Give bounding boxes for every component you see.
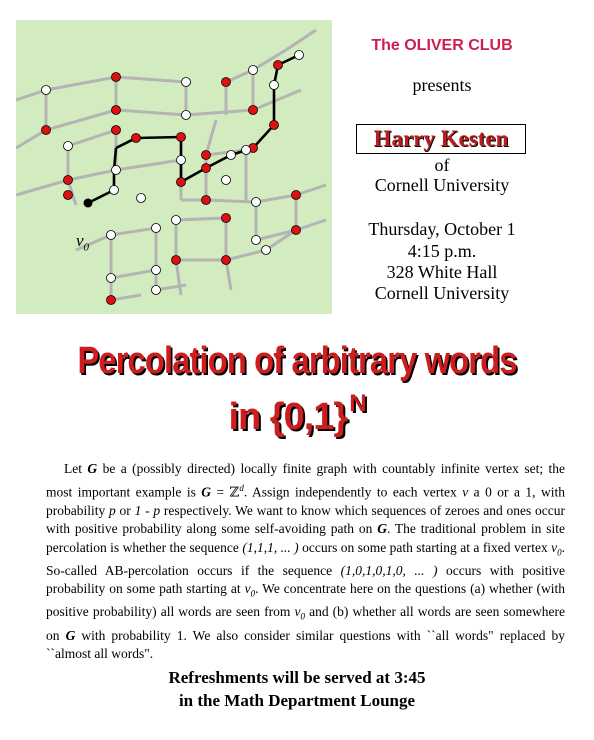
open-site-dot — [152, 266, 161, 275]
closed-site-dot — [132, 134, 141, 143]
lattice-edge — [16, 130, 46, 148]
open-site-dot — [152, 224, 161, 233]
open-site-dot — [182, 78, 191, 87]
lattice-graph — [16, 20, 332, 314]
refreshments-notice — [0, 666, 594, 712]
lattice-edge — [46, 110, 116, 130]
open-site-dot — [182, 111, 191, 120]
presents-text: presents — [412, 75, 472, 95]
open-site-dot — [107, 274, 116, 283]
lattice-edge — [111, 228, 156, 235]
open-site-dot — [222, 176, 231, 185]
closed-site-dot — [249, 106, 258, 115]
club-name: The OLIVER CLUB — [371, 37, 513, 54]
lattice-edge — [111, 270, 156, 278]
open-site-dot — [252, 198, 261, 207]
lattice-edge — [46, 77, 116, 90]
speaker-box — [356, 124, 526, 154]
lattice-edge — [16, 180, 68, 195]
closed-site-dot — [270, 121, 279, 130]
closed-site-dot — [202, 151, 211, 160]
closed-site-dot — [292, 191, 301, 200]
lattice-edge — [176, 218, 226, 220]
talk-title-line2: in $\{0,1\}^N$ — [228, 390, 366, 438]
lattice-edge — [186, 110, 253, 115]
lattice-edge — [206, 200, 256, 202]
lattice-figure — [16, 20, 332, 314]
closed-site-dot — [202, 196, 211, 205]
closed-site-dot — [172, 256, 181, 265]
lattice-edge — [206, 120, 216, 155]
closed-site-dot — [177, 178, 186, 187]
lattice-edge — [116, 160, 181, 170]
open-site-dot — [152, 286, 161, 295]
closed-site-dot — [222, 78, 231, 87]
talk-room: 328 White Hall — [386, 262, 498, 282]
lattice-edge — [256, 195, 296, 202]
closed-site-dot — [112, 73, 121, 82]
vertex-label-v0: $v_0$ — [76, 231, 90, 254]
closed-site-dot — [274, 61, 283, 70]
lattice-edge — [253, 90, 301, 110]
open-site-dot — [242, 146, 251, 155]
lattice-edge — [286, 30, 316, 50]
open-site-dot — [177, 156, 186, 165]
open-site-dot — [64, 142, 73, 151]
open-path-edge — [136, 137, 181, 138]
refreshments-line1: Refreshments will be served at 3:45 — [168, 668, 426, 687]
closed-site-dot — [222, 214, 231, 223]
lattice-edge — [176, 260, 181, 295]
abstract: Let G be a (possibly directed) locally finite graph with countably infinite vertex set; the most important example is G = ℤ$^d$. Assign independently to each vertex v a 0 or a 1, with probability p or 1 - p respectively. We want to know which sequences of zeroes and ones occur with positive probability along some self-avoiding path on G. The traditional problem in site percolation is whether the sequence (1,1,1, ... ) occurs on some path starting at a fixed vertex $v_0$. So-called AB-percolation occurs if the sequence (1,0,1,0,1,0, ... ) occurs with positive probability on some path starting at $v_0$. We concentrate here on the questions (a) whether (with positive probability) all words are seen from $v_0$ and (b) whether all words are seen somewhere on G with probability 1. We also consider similar questions with ``all words" replaced by ``almost all words". — [46, 461, 566, 662]
closed-site-dot — [222, 256, 231, 265]
closed-site-dot — [64, 191, 73, 200]
of-text: of — [434, 155, 450, 175]
origin-vertex-dot — [84, 199, 93, 208]
open-site-dot — [112, 166, 121, 175]
closed-site-dot — [107, 296, 116, 305]
open-site-dot — [249, 66, 258, 75]
open-site-dot — [270, 81, 279, 90]
lattice-edge — [226, 250, 266, 260]
closed-site-dot — [292, 226, 301, 235]
talk-location: Cornell University — [374, 283, 510, 303]
closed-site-dot — [112, 106, 121, 115]
closed-site-dot — [112, 126, 121, 135]
lattice-edge — [116, 77, 186, 82]
open-site-dot — [172, 216, 181, 225]
open-site-dot — [227, 151, 236, 160]
talk-date: Thursday, October 1 — [368, 219, 516, 239]
lattice-edge — [116, 110, 186, 115]
speaker-name: Harry Kesten — [373, 126, 509, 151]
closed-site-dot — [64, 176, 73, 185]
closed-site-dot — [202, 164, 211, 173]
open-site-dot — [295, 51, 304, 60]
speaker-affiliation: Cornell University — [374, 175, 510, 195]
closed-site-dot — [42, 126, 51, 135]
lattice-edge — [68, 130, 116, 146]
refreshments-line2: in the Math Department Lounge — [178, 691, 416, 710]
open-site-dot — [262, 246, 271, 255]
open-site-dot — [137, 194, 146, 203]
closed-site-dot — [177, 133, 186, 142]
open-site-dot — [110, 186, 119, 195]
lattice-edge — [68, 170, 116, 180]
open-site-dot — [107, 231, 116, 240]
talk-title-line1: Percolation of arbitrary words — [77, 340, 517, 382]
talk-time: 4:15 p.m. — [407, 241, 477, 261]
open-site-dot — [252, 236, 261, 245]
open-site-dot — [42, 86, 51, 95]
